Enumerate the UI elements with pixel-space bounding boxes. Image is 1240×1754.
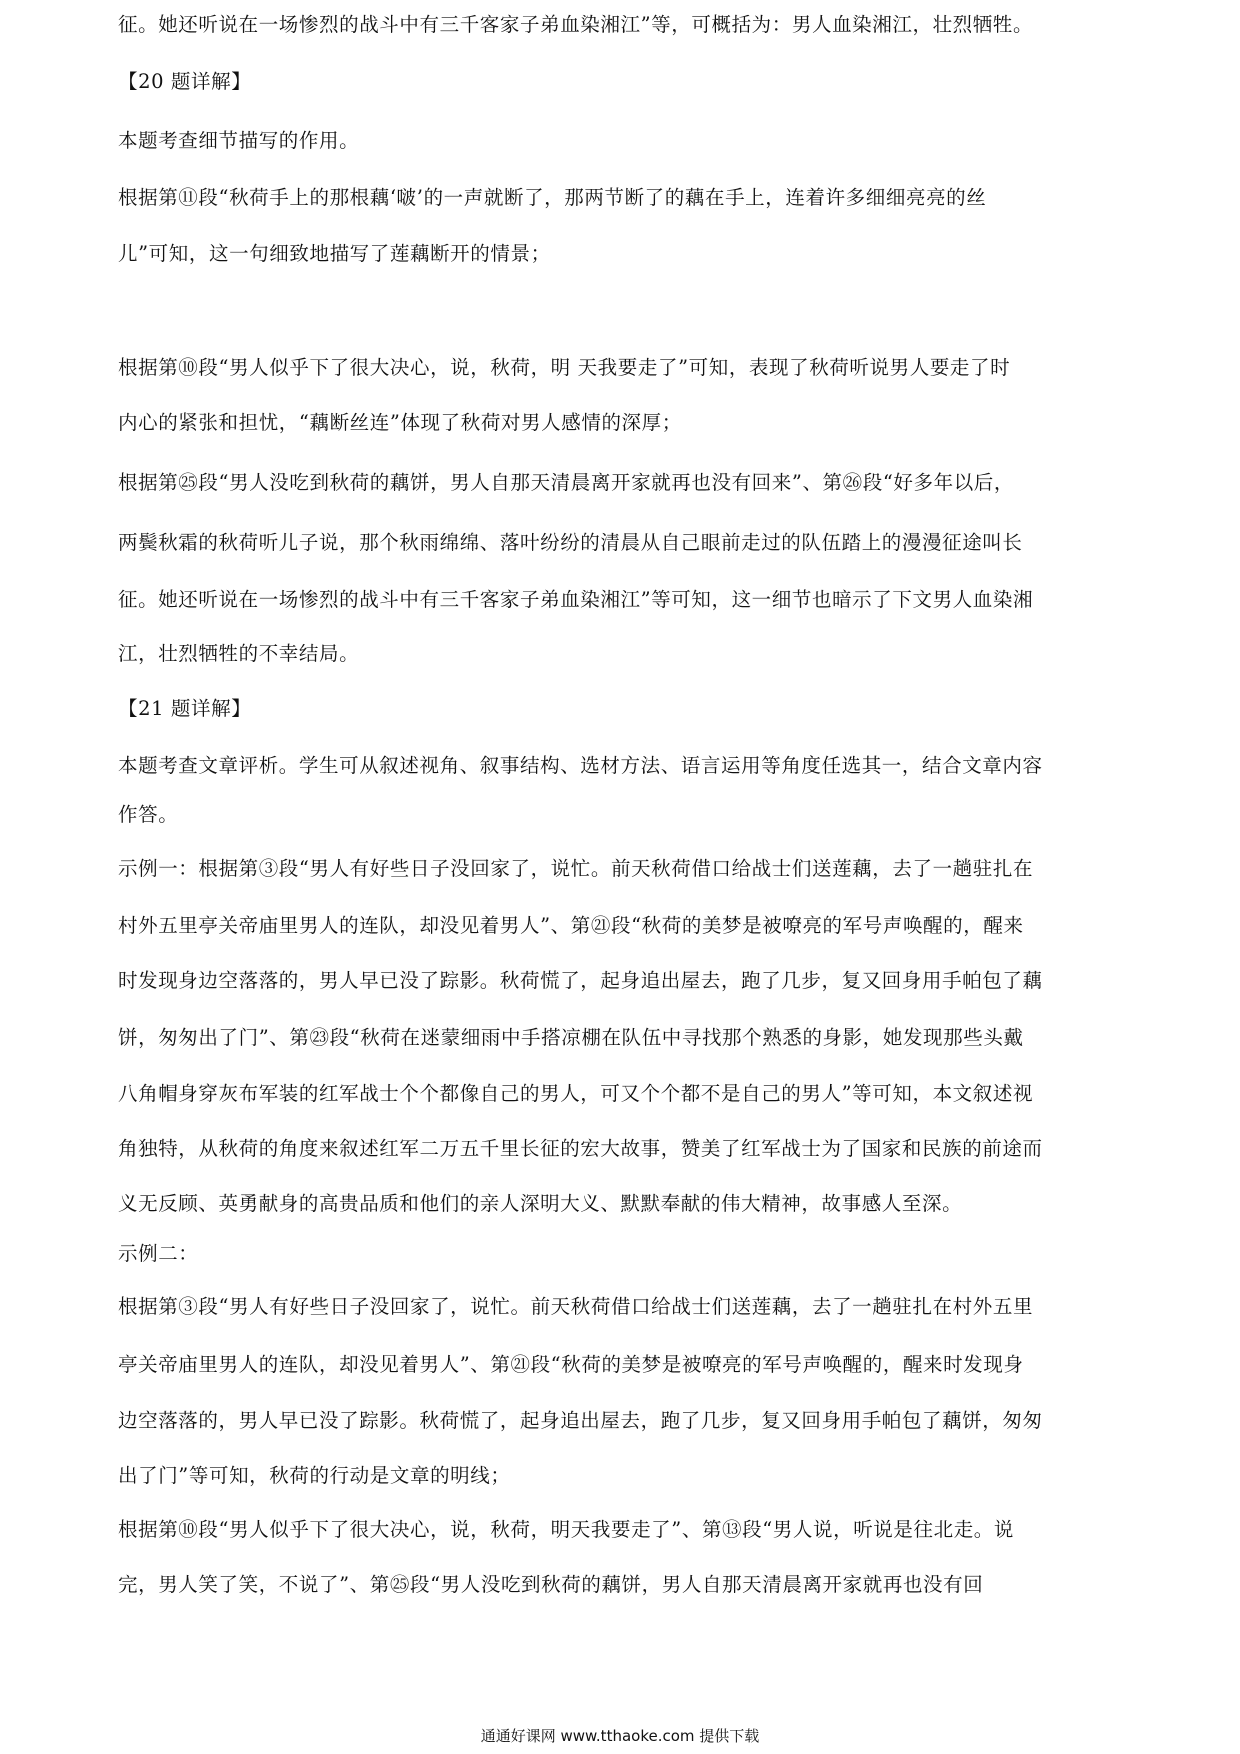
text-line: 根据第㉕段“男人没吃到秋荷的藕饼，男人自那天清晨离开家就再也没有回来”、第㉖段“好多年以后， (118, 471, 1015, 494)
text-line: 根据第⑩段“男人似乎下了很大决心，说，秋荷，明天我要走了”、第⑬段“男人说，听说是往北走。说 (118, 1518, 1015, 1541)
section-heading: 【20 题详解】 (118, 70, 252, 93)
text-line: 江，壮烈牺牲的不幸结局。 (118, 642, 360, 665)
text-line: 示例二： (118, 1242, 199, 1265)
text-line: 本题考查细节描写的作用。 (118, 129, 360, 152)
text-line: 义无反顾、英勇献身的高贵品质和他们的亲人深明大义、默默奉献的伟大精神，故事感人至深。 (118, 1192, 963, 1215)
text-line: 根据第⑪段“秋荷手上的那根藕‘啵’的一声就断了，那两节断了的藕在手上，连着许多细细亮亮的丝 (118, 186, 987, 209)
text-line: 出了门”等可知，秋荷的行动是文章的明线； (118, 1464, 511, 1487)
text-line: 亭关帝庙里男人的连队，却没见着男人”、第㉑段“秋荷的美梦是被嘹亮的军号声唤醒的，醒来时发现身 (118, 1353, 1024, 1376)
text-line: 内心的紧张和担忧，“藕断丝连”体现了秋荷对男人感情的深厚； (118, 411, 682, 434)
text-line: 征。她还听说在一场惨烈的战斗中有三千客家子弟血染湘江”等可知，这一细节也暗示了下文男人血染湘 (118, 588, 1034, 611)
text-line: 作答。 (118, 803, 179, 826)
section-heading: 【21 题详解】 (118, 697, 252, 720)
text-line: 时发现身边空落落的，男人早已没了踪影。秋荷慌了，起身追出屋去，跑了几步，复又回身用手帕包了藕 (118, 969, 1043, 992)
text-line: 饼，匆匆出了门”、第㉓段“秋荷在迷蒙细雨中手搭凉棚在队伍中寻找那个熟悉的身影，她发现那些头戴 (118, 1026, 1024, 1049)
text-line: 根据第⑩段“男人似乎下了很大决心，说，秋荷，明 天我要走了”可知，表现了秋荷听说男人要走了时 (118, 356, 1011, 379)
text-line: 两鬓秋霜的秋荷听儿子说，那个秋雨绵绵、落叶纷纷的清晨从自己眼前走过的队伍踏上的漫漫征途叫长 (118, 531, 1023, 554)
text-line: 村外五里亭关帝庙里男人的连队，却没见着男人”、第㉑段“秋荷的美梦是被嘹亮的军号声唤醒的，醒来 (118, 914, 1024, 937)
text-line: 儿”可知，这一句细致地描写了莲藕断开的情景； (118, 242, 551, 265)
page-footer: 通通好课网 www.tthaoke.com 提供下载 (480, 1727, 760, 1745)
text-line: 边空落落的，男人早已没了踪影。秋荷慌了，起身追出屋去，跑了几步，复又回身用手帕包了藕饼，匆匆 (118, 1409, 1043, 1432)
text-line: 角独特，从秋荷的角度来叙述红军二万五千里长征的宏大故事，赞美了红军战士为了国家和民族的前途而 (118, 1137, 1043, 1160)
text-line: 示例一：根据第③段“男人有好些日子没回家了，说忙。前天秋荷借口给战士们送莲藕，去了一趟驻扎在 (118, 857, 1034, 880)
text-line: 征。她还听说在一场惨烈的战斗中有三千客家子弟血染湘江”等，可概括为：男人血染湘江，壮烈牺牲。 (118, 13, 1034, 36)
text-line: 完，男人笑了笑，不说了”、第㉕段“男人没吃到秋荷的藕饼，男人自那天清晨离开家就再也没有回 (118, 1573, 984, 1596)
text-line: 根据第③段“男人有好些日子没回家了，说忙。前天秋荷借口给战士们送莲藕，去了一趟驻扎在村外五里 (118, 1295, 1034, 1318)
text-line: 八角帽身穿灰布军装的红军战士个个都像自己的男人，可又个个都不是自己的男人”等可知，本文叙述视 (118, 1082, 1034, 1105)
text-line: 本题考查文章评析。学生可从叙述视角、叙事结构、选材方法、语言运用等角度任选其一，结合文章内容 (118, 754, 1043, 777)
